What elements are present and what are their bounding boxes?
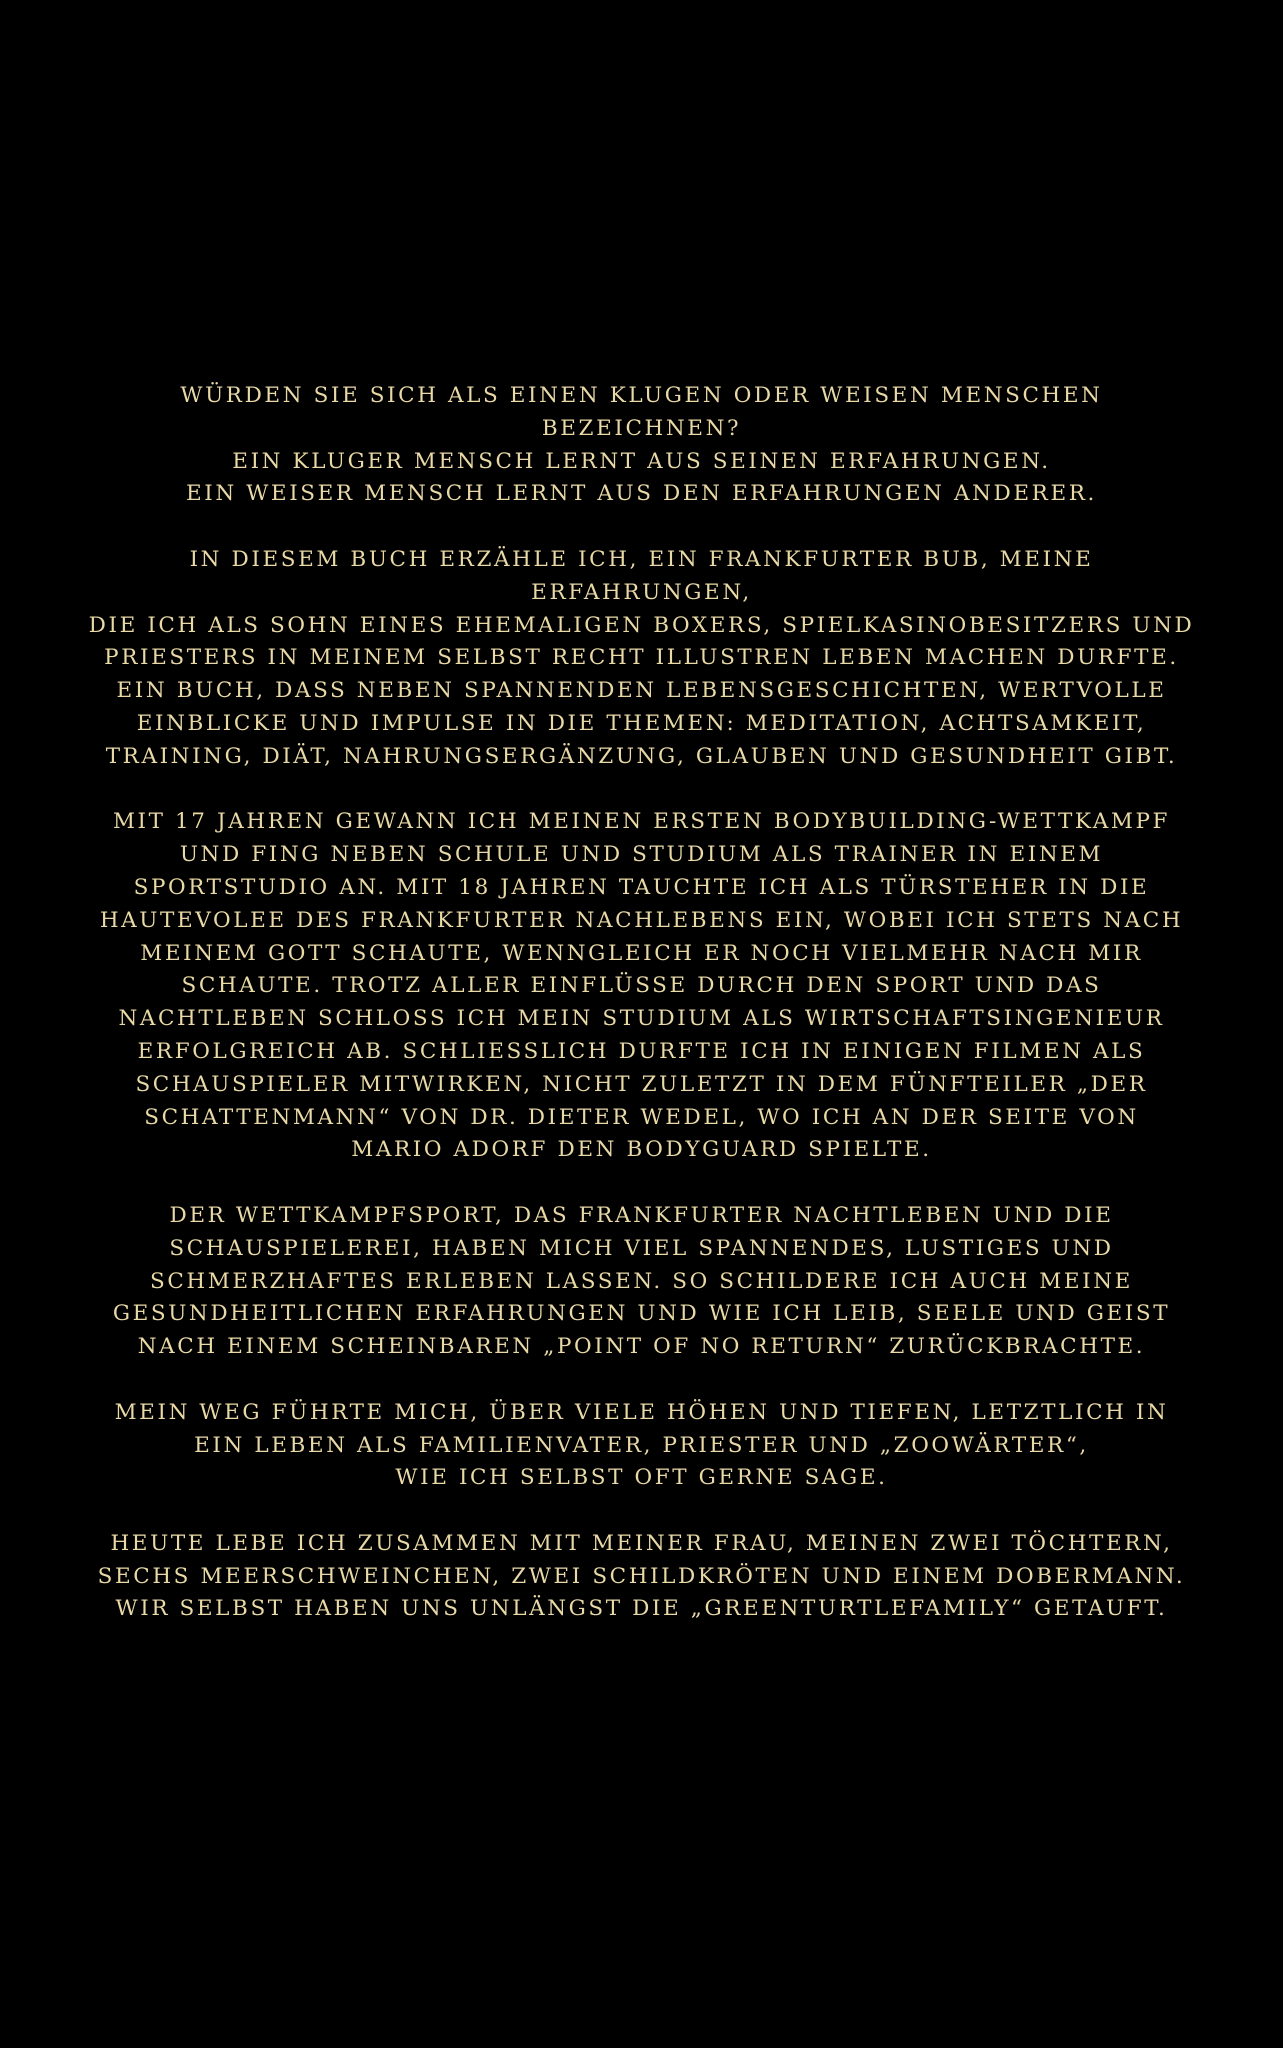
- text-line: MIT 17 JAHREN GEWANN ICH MEINEN ERSTEN BODYBUILDING-WETTKAMPF: [112, 809, 1171, 835]
- text-line: SCHAUSPIELER MITWIRKEN, NICHT ZULETZT IN DEM FÜNFTEILER „DER: [135, 1071, 1148, 1097]
- text-line: TRAINING, DIÄT, NAHRUNGSERGÄNZUNG, GLAUBEN UND GESUNDHEIT GIBT.: [105, 743, 1178, 769]
- book-description: [0, 380, 1283, 1659]
- text-line: EIN BUCH, DASS NEBEN SPANNENDEN LEBENSGESCHICHTEN, WERTVOLLE: [116, 678, 1167, 704]
- text-line: SCHATTENMANN“ VON DR. DIETER WEDEL, WO ICH AN DER SEITE VON: [144, 1104, 1139, 1130]
- text-line: HAUTEVOLEE DES FRANKFURTER NACHLEBENS EIN, WOBEI ICH STETS NACH: [99, 907, 1184, 933]
- text-line: NACH EINEM SCHEINBAREN „POINT OF NO RETURN“ ZURÜCKBRACHTE.: [137, 1334, 1146, 1360]
- text-line: SCHAUTE. TROTZ ALLER EINFLÜSSE DURCH DEN SPORT UND DAS: [181, 973, 1102, 999]
- text-line: EIN WEISER MENSCH LERNT AUS DEN ERFAHRUNGEN ANDERER.: [185, 481, 1097, 507]
- text-line: MEINEM GOTT SCHAUTE, WENNGLEICH ER NOCH VIELMEHR NACH MIR: [140, 940, 1143, 966]
- text-line: EIN KLUGER MENSCH LERNT AUS SEINEN ERFAHRUNGEN.: [232, 448, 1051, 474]
- text-line: BEZEICHNEN?: [541, 415, 742, 441]
- text-line: EINBLICKE UND IMPULSE IN DIE THEMEN: MEDITATION, ACHTSAMKEIT,: [136, 710, 1147, 736]
- text-line: MEIN WEG FÜHRTE MICH, ÜBER VIELE HÖHEN UND TIEFEN, LETZTLICH IN: [114, 1399, 1169, 1425]
- text-line: WÜRDEN SIE SICH ALS EINEN KLUGEN ODER WEISEN MENSCHEN: [180, 383, 1103, 408]
- text-line: UND FING NEBEN SCHULE UND STUDIUM ALS TRAINER IN EINEM: [179, 842, 1104, 868]
- text-line: DIE ICH ALS SOHN EINES EHEMALIGEN BOXERS, SPIELKASINOBESITZERS UND: [88, 612, 1195, 638]
- text-line: ERFAHRUNGEN,: [531, 579, 752, 605]
- paragraph-intro-question: [0, 380, 1283, 511]
- text-line: SCHMERZHAFTES ERLEBEN LASSEN. SO SCHILDERE ICH AUCH MEINE: [150, 1268, 1133, 1294]
- text-line: MARIO ADORF DEN BODYGUARD SPIELTE.: [351, 1137, 932, 1163]
- paragraph-book-summary: [0, 544, 1283, 774]
- text-line: PRIESTERS IN MEINEM SELBST RECHT ILLUSTREN LEBEN MACHEN DURFTE.: [104, 645, 1179, 671]
- text-line: ERFOLGREICH AB. SCHLIESSLICH DURFTE ICH IN EINIGEN FILMEN ALS: [137, 1038, 1146, 1064]
- text-line: EIN LEBEN ALS FAMILIENVATER, PRIESTER UND „ZOOWÄRTER“,: [194, 1432, 1089, 1458]
- text-line: GESUNDHEITLICHEN ERFAHRUNGEN UND WIE ICH LEIB, SEELE UND GEIST: [112, 1301, 1171, 1327]
- paragraph-biography: [0, 806, 1283, 1167]
- text-line: DER WETTKAMPFSPORT, DAS FRANKFURTER NACHTLEBEN UND DIE: [169, 1202, 1114, 1228]
- text-line: IN DIESEM BUCH ERZÄHLE ICH, EIN FRANKFURTER BUB, MEINE: [189, 546, 1094, 572]
- text-line: NACHTLEBEN SCHLOSS ICH MEIN STUDIUM ALS WIRTSCHAFTSINGENIEUR: [118, 1006, 1165, 1032]
- paragraph-path: [0, 1397, 1283, 1495]
- text-line: HEUTE LEBE ICH ZUSAMMEN MIT MEINER FRAU, MEINEN ZWEI TÖCHTERN,: [110, 1530, 1173, 1556]
- text-line: SECHS MEERSCHWEINCHEN, ZWEI SCHILDKRÖTEN UND EINEM DOBERMANN.: [97, 1563, 1186, 1589]
- paragraph-family: [0, 1528, 1283, 1626]
- text-line: SPORTSTUDIO AN. MIT 18 JAHREN TAUCHTE ICH ALS TÜRSTEHER IN DIE: [133, 874, 1150, 900]
- text-line: SCHAUSPIELEREI, HABEN MICH VIEL SPANNENDES, LUSTIGES UND: [169, 1235, 1114, 1261]
- text-line: WIE ICH SELBST OFT GERNE SAGE.: [395, 1465, 888, 1491]
- paragraph-experiences: [0, 1200, 1283, 1364]
- text-line: WIR SELBST HABEN UNS UNLÄNGST DIE „GREENTURTLEFAMILY“ GETAUFT.: [115, 1596, 1168, 1622]
